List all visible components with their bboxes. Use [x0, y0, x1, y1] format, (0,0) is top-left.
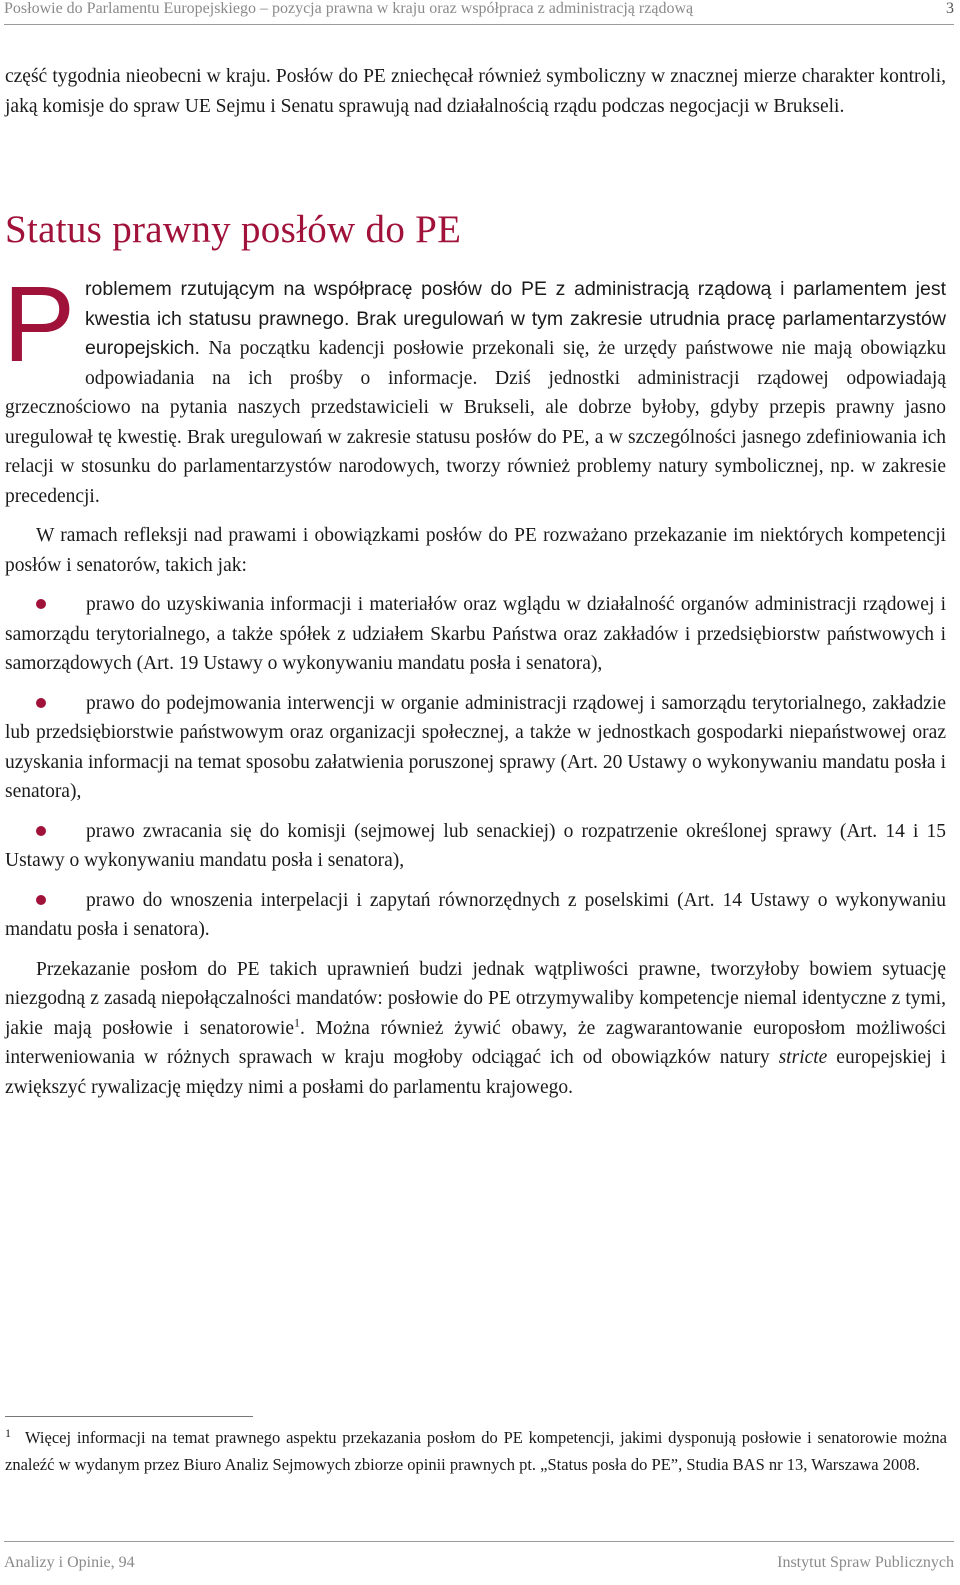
rights-intro-paragraph: W ramach refleksji nad prawami i obowiązkami posłów do PE rozważano przekazanie im niektórych kompetencji posłów i senatorów, takich jak:: [5, 525, 946, 576]
intro-paragraph: część tygodnia nieobecni w kraju. Posłów do PE zniechęcał również symboliczny w znacznej mierze charakter kontroli, jaką komisje do spraw UE Sejmu i Senatu sprawują nad działalnością rządu podczas negocjacji w Brukseli.: [5, 66, 946, 117]
footnote-paragraph: [5, 1420, 947, 1478]
lead-paragraph-sans: roblemem rzutującym na współpracę posłów do PE z administracją rządową i parlamentem jest kwestia ich statusu prawnego. Brak uregulowań w tym zakresie utrudnia pracę parlamentarzystów europejskich.: [85, 278, 946, 359]
bullet-text: prawo do uzyskiwania informacji i materiałów oraz wglądu w działalność organów administracji rządowej i samorządu terytorialnego, a także spółek z udziałem Skarbu Państwa oraz zakładów i przedsiębiorstw państwowych i samorządowych (Art. 19 Ustawy o wykonywaniu mandatu posła i senatora),: [5, 594, 946, 674]
closing-text-b: . Można również żywić obawy, że zagwarantowanie europosłom możliwości interweniowania w różnych sprawach w kraju mogłoby odciągać ich od obowiązków natury: [5, 1017, 946, 1068]
section-heading: Status prawny posłów do PE: [5, 208, 462, 251]
closing-text-c: europejskiej i zwiększyć rywalizację między nimi a posłami do parlamentu krajowego.: [5, 1047, 946, 1098]
closing-text-a: Przekazanie posłom do PE takich uprawnień budzi jednak wątpliwości prawne, tworzyłoby bowiem sytuację niezgodną z zasadą niepołączalności mandatów: posłowie do PE otrzymywaliby kompetencje niemal identyczne z tymi, jakie mają posłowie i senatorowie: [5, 958, 946, 1039]
intro-paragraph-block: [5, 62, 946, 121]
bullet-item: [5, 886, 946, 945]
closing-text-italic: stricte: [778, 1047, 828, 1068]
bullet-dot-icon: [36, 599, 46, 609]
closing-paragraph: [5, 955, 946, 1103]
bullet-text: prawo do wnoszenia interpelacji i zapytań równorzędnych z poselskimi (Art. 14 Ustawy o wykonywaniu mandatu posła i senatora).: [5, 889, 946, 940]
lead-paragraph-rest: Na początku kadencji posłowie przekonali się, że urzędy państwowe nie mają obowiązku odpowiadania na ich prośby o informacje. Dziś jednostki administracji rządowej odpowiadają grzecznościowo na pytania naszych przedstawicieli w Brukseli, ale dobrze byłoby, gdyby przepis prawny jasno uregulował tę kwestię. Brak uregulowań w zakresie statusu posłów do PE, a w szczególności jasnego zdefiniowania ich relacji w stosunku do parlamentarzystów narodowych, tworzy również problemy natury symbolicznej, np. w zakresie precedencji.: [5, 338, 946, 507]
footnote-reference: 1: [294, 1015, 300, 1029]
bullet-dot-icon: [36, 895, 46, 905]
footer-publication: Analizy i Opinie, 94: [4, 1554, 135, 1571]
footnote: [5, 1420, 947, 1478]
running-header: [4, 0, 954, 25]
bullet-item: [5, 590, 946, 679]
bullet-dot-icon: [36, 698, 46, 708]
bullet-text: prawo do podejmowania interwencji w organie administracji rządowej i samorządu terytorialnego, zakładzie lub przedsiębiorstwie państwowym oraz organizacji społecznej, a także w jednostkach gospodarki niepaństwowej oraz uzyskania informacji na temat sposobu załatwienia poruszonej sprawy (Art. 20 Ustawy o wykonywaniu mandatu posła i senatora),: [5, 692, 946, 802]
bullet-text: prawo zwracania się do komisji (sejmowej lub senackiej) o rozpatrzenie określonej sprawy (Art. 14 i 15 Ustawy o wykonywaniu mandatu posła i senatora),: [5, 820, 946, 871]
running-header-title: Posłowie do Parlamentu Europejskiego – pozycja prawna w kraju oraz współpraca z administracją rządową: [4, 0, 694, 17]
footnote-mark: 1: [5, 1426, 11, 1440]
footer-publisher: Instytut Spraw Publicznych: [777, 1554, 954, 1571]
section-body: [3, 263, 946, 1102]
bullet-item: [5, 817, 946, 876]
bullet-item: [5, 689, 946, 807]
lead-paragraph: [3, 263, 946, 511]
bullet-dot-icon: [36, 826, 46, 836]
running-footer: [4, 1541, 954, 1585]
footnote-divider: [5, 1416, 253, 1417]
drop-cap: P: [3, 263, 76, 384]
footnote-text: Więcej informacji na temat prawnego aspektu przekazania posłom do PE kompetencji, jakimi dysponują posłowie i senatorowie można znaleźć w wydanym przez Biuro Analiz Sejmowych zbiorze opinii prawnych pt. „Status posła do PE”, Studia BAS nr 13, Warszawa 2008.: [5, 1428, 947, 1474]
page-number: 3: [946, 0, 954, 17]
